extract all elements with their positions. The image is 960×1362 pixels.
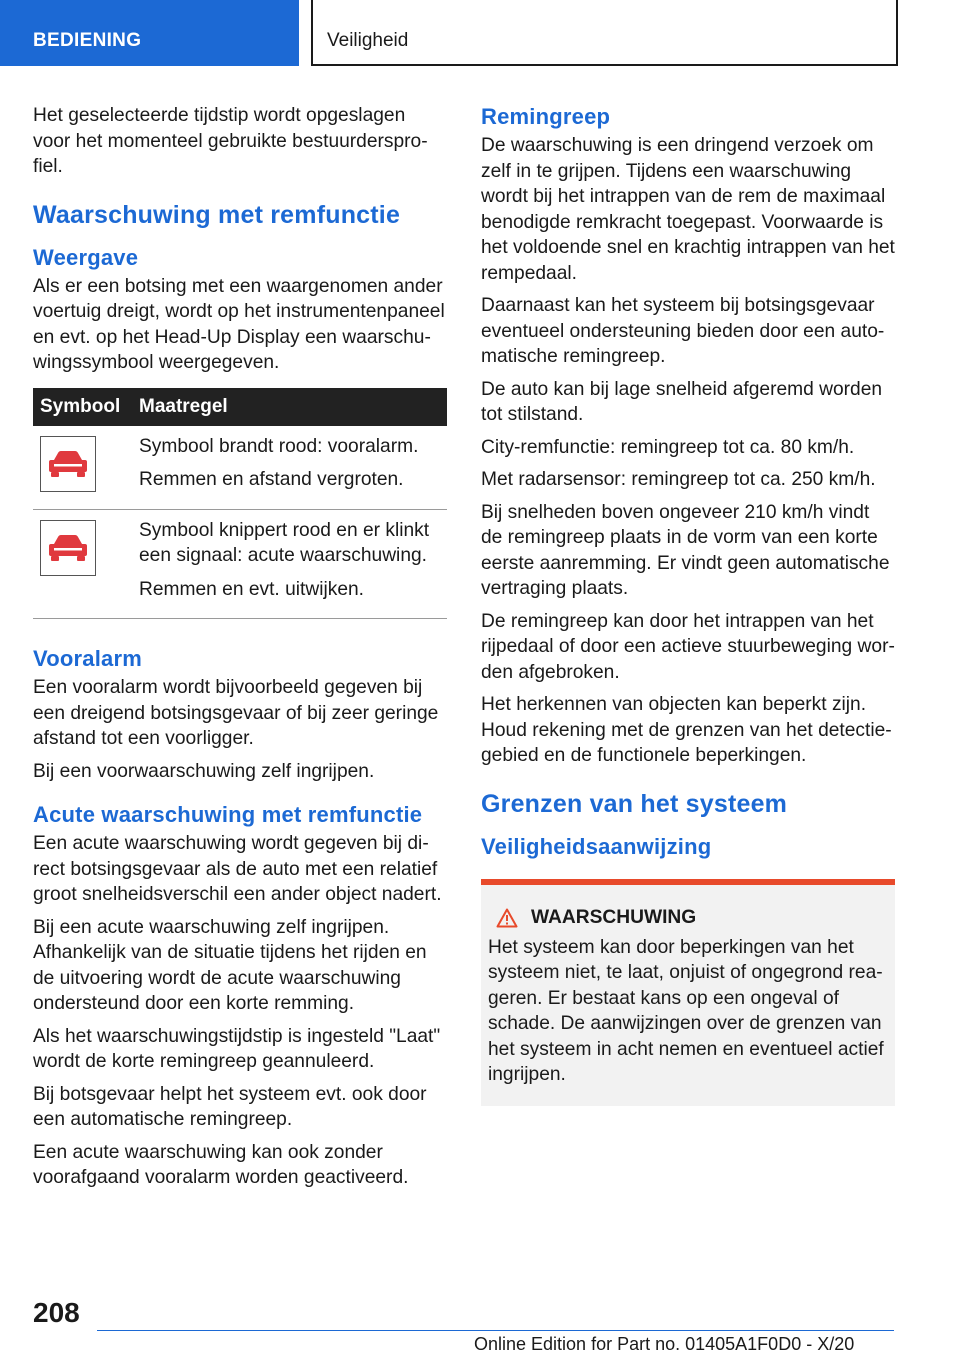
heading-waarschuwing-met-remfunctie: Waarschuwing met remfunctie bbox=[33, 200, 401, 229]
page-number: 208 bbox=[33, 1297, 80, 1328]
acute-paragraph: Als het waarschuwingstijdstip is ingesteld "Laat" wordt de korte remingreep geannuleerd. bbox=[33, 1025, 441, 1072]
heading-remingreep: Remingreep bbox=[481, 104, 611, 129]
warning-title bbox=[488, 907, 885, 929]
table-header-row bbox=[33, 388, 447, 426]
symbol-cell bbox=[33, 509, 139, 619]
table-row bbox=[33, 426, 447, 510]
remingreep-paragraph: De waarschuwing is een dringend verzoek om zelf in te grijpen. Tijdens een waarschuwing wordt bij het intrappen van de rem de maximaal benodigde remkracht toegepast. Voorwaarde is het voldoende snel en krachtig intrappen van het rempedaal. bbox=[481, 135, 895, 284]
table-row bbox=[33, 509, 447, 619]
heading-acute-waarschuwing: Acute waarschuwing met remfunctie bbox=[33, 802, 423, 827]
symbol-cell bbox=[33, 426, 139, 510]
column-header-maatregel: Maatregel bbox=[139, 388, 447, 426]
action-cell bbox=[139, 426, 447, 510]
warning-box bbox=[481, 879, 895, 1106]
intro-paragraph: Het geselecteerde tijdstip wordt opgeslagen voor het momenteel gebruikte bestuurdersprofiel. bbox=[33, 105, 428, 177]
heading-grenzen-van-het-systeem: Grenzen van het systeem bbox=[481, 789, 788, 818]
acute-paragraph: Een acute waarschuwing wordt gegeven bij direct botsingsgevaar als de auto met een relatief groot snelheidsverschil een ander object nadert. bbox=[33, 833, 442, 905]
remingreep-paragraph: De remingreep kan door het intrappen van het rijpedaal of door een actieve stuurbeweging worden afgebroken. bbox=[481, 610, 895, 683]
weergave-paragraph: Als er een botsing met een waargenomen ander voertuig dreigt, wordt op het instrumentenpaneel en evt. op het Head-Up Display een waarschuwingssymbool weergegeven. bbox=[33, 275, 445, 373]
chapter-label: Veiligheid bbox=[327, 30, 409, 51]
car-warning-icon bbox=[40, 520, 96, 576]
remingreep-paragraph: City-remfunctie: remingreep tot ca. 80 km/h. bbox=[481, 436, 855, 458]
chapter-tab bbox=[311, 0, 898, 66]
column-header-symbool: Symbool bbox=[33, 388, 139, 426]
action-line: Symbool brandt rood: vooralarm. bbox=[139, 435, 419, 457]
remingreep-paragraph: Het herkennen van objecten kan beperkt zijn. Houd rekening met de grenzen van het detectiegebied en de functionele beperkingen. bbox=[481, 694, 892, 766]
left-column bbox=[33, 103, 447, 1198]
right-column bbox=[481, 103, 895, 1106]
action-line: Symbool knippert rood en er klinkt een signaal: acute waarschuwing. bbox=[139, 519, 430, 566]
footer-edition-text: Online Edition for Part no. 01405A1F0D0 - X/20 bbox=[474, 1334, 855, 1354]
section-tab bbox=[0, 0, 299, 66]
acute-paragraph: Een acute waarschuwing kan ook zonder voorafgaand vooralarm worden geactiveerd. bbox=[33, 1141, 409, 1188]
remingreep-paragraph: Met radarsensor: remingreep tot ca. 250 km/h. bbox=[481, 469, 876, 490]
heading-weergave: Weergave bbox=[33, 244, 139, 270]
remingreep-paragraph: De auto kan bij lage snelheid afgeremd worden tot stilstand. bbox=[481, 378, 883, 425]
heading-veiligheidsaanwijzing: Veiligheidsaanwijzing bbox=[481, 833, 712, 859]
section-label: BEDIENING bbox=[33, 30, 142, 51]
action-cell bbox=[139, 509, 447, 619]
warning-title-text: WAARSCHUWING bbox=[531, 906, 697, 928]
page-header bbox=[0, 0, 960, 66]
warning-triangle-icon bbox=[496, 908, 518, 928]
remingreep-paragraph: Bij snelheden boven ongeveer 210 km/h vindt de remingreep plaats in de vorm van een korte eerste aanremming. Er vindt geen automatische vertraging plaats. bbox=[481, 501, 890, 599]
acute-paragraph: Bij botsgevaar helpt het systeem evt. ook door een automatische remingreep. bbox=[33, 1083, 427, 1130]
symbol-table bbox=[33, 388, 447, 620]
action-line: Remmen en afstand vergroten. bbox=[139, 469, 404, 490]
vooralarm-paragraph: Bij een voorwaarschuwing zelf ingrijpen. bbox=[33, 760, 375, 782]
acute-paragraph: Bij een acute waarschuwing zelf ingrijpen. Afhankelijk van de situatie tijdens het rijden en de uitvoering wordt de acute waarschuwing ondersteund door een korte remming. bbox=[33, 916, 427, 1014]
remingreep-paragraph: Daarnaast kan het systeem bij botsingsgevaar eventueel ondersteuning bieden door een automatische remingreep. bbox=[481, 295, 885, 367]
warning-text: Het systeem kan door beperkingen van het systeem niet, te laat, onjuist of ongegrond reageren. Er bestaat kans op een ongeval of schade. De aanwijzingen over de grenzen van het systeem in acht nemen en eventueel actief ingrijpen. bbox=[488, 936, 884, 1085]
heading-vooralarm: Vooralarm bbox=[33, 646, 142, 671]
footer-divider bbox=[97, 1330, 894, 1331]
vooralarm-paragraph: Een vooralarm wordt bijvoorbeeld gegeven bij een dreigend botsingsgevaar of bij zeer geringe afstand tot een voorligger. bbox=[33, 677, 439, 749]
action-line: Remmen en evt. uitwijken. bbox=[139, 578, 365, 600]
car-warning-icon bbox=[40, 436, 96, 492]
